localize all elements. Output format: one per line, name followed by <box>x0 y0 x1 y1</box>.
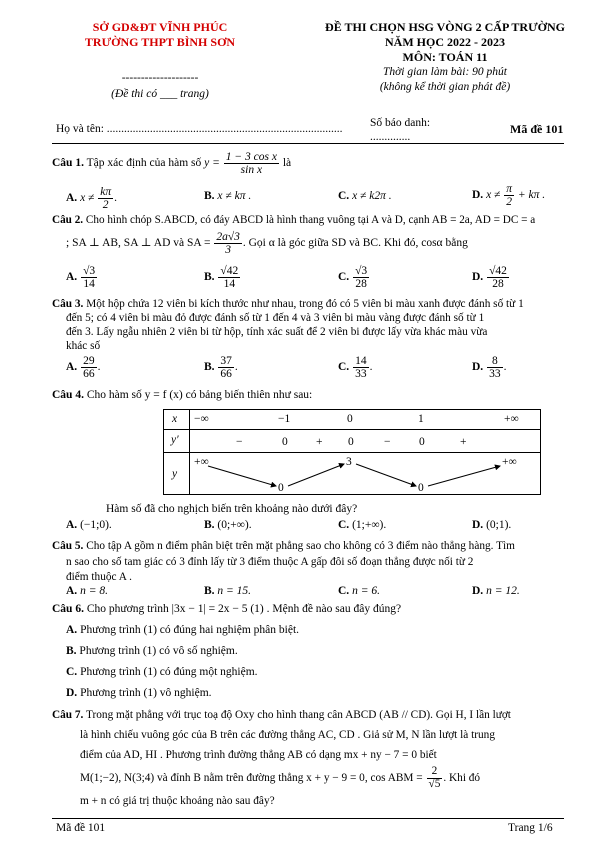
q2-line2a: ; SA ⊥ AB, SA ⊥ AD và SA = <box>66 237 211 250</box>
opt-den: 14 <box>83 278 95 291</box>
opt-text: n = 12. <box>486 585 520 597</box>
opt-num: √42 <box>489 265 507 277</box>
opt-letter: C. <box>66 666 78 678</box>
q7-line3: điểm của AD, HI . Phương trình đường thẳng AB có dạng mx + ny − 7 = 0 biết <box>80 749 437 761</box>
q7-frac-den: √5 <box>428 777 441 790</box>
opt-letter: C. <box>338 585 350 597</box>
q7-line4 <box>80 766 480 791</box>
opt-text: Phương trình (1) có đúng một nghiệm. <box>77 666 258 678</box>
yprime-sign: + <box>316 436 323 448</box>
opt-letter: A. <box>66 271 78 284</box>
q6-text: Cho phương trình |3x − 1| = 2x − 5 (1) . Mệnh đề nào sau đây đúng? <box>83 603 402 615</box>
q4-label: Câu 4. <box>52 389 84 401</box>
opt-frac <box>353 265 369 290</box>
q7-frac <box>427 766 443 791</box>
q7-line4b: . Khi đó <box>443 771 481 784</box>
q5-label: Câu 5. <box>52 540 84 552</box>
q1-option-d[interactable] <box>472 183 545 208</box>
opt-den: 2 <box>506 196 512 209</box>
opt-letter: D. <box>472 361 484 374</box>
pages-note: (Đề thi có ___ trang) <box>111 88 209 100</box>
q7-line1: Trong mặt phẳng với trục toạ độ Oxy cho hình thang cân ABCD (AB // CD). Gọi H, I lần lượt <box>83 709 511 721</box>
y-value: +∞ <box>502 456 517 468</box>
candidate-name-field <box>56 123 343 135</box>
opt-num: 29 <box>83 355 95 367</box>
exam-time-note: (không kể thời gian phát đề) <box>379 81 511 93</box>
yprime-label: y′ <box>171 434 179 446</box>
q2-option-b[interactable] <box>204 265 241 290</box>
yprime-zero: 0 <box>419 436 425 448</box>
y-value: +∞ <box>194 456 209 468</box>
exam-year: NĂM HỌC 2022 - 2023 <box>385 35 505 49</box>
opt-den: 2 <box>102 199 109 212</box>
x-label: x <box>172 413 178 425</box>
q1-label: Câu 1. <box>52 157 84 170</box>
q2-option-c[interactable] <box>338 265 370 290</box>
q2-line2 <box>66 231 468 256</box>
opt-letter: D. <box>472 519 484 531</box>
y-label: y <box>172 468 178 480</box>
opt-letter: D. <box>472 271 484 284</box>
opt-letter: B. <box>204 190 215 202</box>
q3-option-c[interactable]: C. $\frac{14}{33}$ . <box>338 355 373 381</box>
opt-num: kπ <box>100 186 112 198</box>
yprime-sign: + <box>460 436 467 448</box>
arrow-down <box>356 464 416 486</box>
x-value: 0 <box>347 413 353 425</box>
q1-text: Tập xác định của hàm số <box>83 157 205 170</box>
q3-label: Câu 3. <box>52 298 84 310</box>
opt-num: √3 <box>355 265 368 277</box>
x-value: −∞ <box>194 413 209 425</box>
question-5 <box>52 540 515 552</box>
opt-text: Phương trình (1) vô nghiệm. <box>77 687 212 699</box>
q4-option-a[interactable] <box>66 519 112 531</box>
school-name: TRƯỜNG THPT BÌNH SƠN <box>84 35 236 49</box>
q5-option-a[interactable] <box>66 585 108 597</box>
q7-line5: m + n có giá trị thuộc khoảng nào sau đây? <box>80 795 275 807</box>
q5-option-c[interactable] <box>338 585 380 597</box>
opt-text: x ≠ k2π . <box>352 190 392 202</box>
arrow-down <box>208 466 276 486</box>
opt-text: (1;+∞). <box>352 519 387 531</box>
opt-num: √42 <box>220 265 239 277</box>
header-dashes: -------------------- <box>121 72 199 84</box>
sbd-dots: .............. <box>370 131 411 143</box>
q1-option-b[interactable] <box>204 190 251 202</box>
q4-option-c[interactable] <box>338 519 386 531</box>
opt-num: 37 <box>220 355 232 367</box>
variation-arrows <box>164 410 542 496</box>
q6-option-b[interactable] <box>66 645 238 657</box>
footer-code: Mã đề 101 <box>56 822 106 834</box>
opt-letter: B. <box>204 361 215 374</box>
q3-line2: đến 5; có 4 viên bi màu đỏ được đánh số từ 1 đến 4 và 3 viên bi màu vàng được đánh số từ 1 <box>66 312 485 324</box>
opt-den: 28 <box>355 278 367 291</box>
opt-text: (0;1). <box>486 519 512 531</box>
yprime-zero: 0 <box>282 436 288 448</box>
q7-label: Câu 7. <box>52 709 84 721</box>
opt-letter: D. <box>472 189 484 202</box>
q2-line1: Cho hình chóp S.ABCD, có đáy ABCD là hình thang vuông tại A và D, cạnh AB = 2a, AD = DC = a <box>83 214 536 226</box>
opt-den: 66 <box>83 368 95 381</box>
q5-option-d[interactable] <box>472 585 520 597</box>
q6-option-a[interactable] <box>66 624 299 636</box>
q4-option-d[interactable] <box>472 519 511 531</box>
opt-frac <box>81 265 97 290</box>
arrow-up <box>428 466 500 486</box>
opt-den: 28 <box>492 278 504 291</box>
q5-line1: Cho tập A gồm n điểm phân biệt trên mặt phẳng sao cho không có 3 điểm nào thẳng hàng. Tìm <box>83 540 515 552</box>
opt-after: . <box>114 192 117 205</box>
opt-letter: D. <box>66 687 78 699</box>
q5-line3: điểm thuộc A . <box>66 571 132 583</box>
opt-frac <box>487 355 503 380</box>
q1-option-c[interactable] <box>338 190 392 202</box>
q2-label: Câu 2. <box>52 214 84 226</box>
opt-den: 66 <box>220 368 232 381</box>
opt-num: 8 <box>487 355 503 368</box>
opt-letter: A. <box>66 361 78 374</box>
q7-frac-num: 2 <box>427 766 443 779</box>
opt-text: Phương trình (1) có đúng hai nghiệm phân biệt. <box>77 624 300 636</box>
q6-option-c[interactable] <box>66 666 258 678</box>
q3-option-d[interactable]: D. $\frac{8}{33}$ . <box>472 355 507 381</box>
q4-text: Cho hàm số y = f (x) có bảng biến thiên như sau: <box>83 389 313 401</box>
yprime-sign: − <box>236 436 243 448</box>
q1-option-a[interactable] <box>66 186 117 211</box>
opt-den: 33 <box>489 368 501 381</box>
exam-subject: MÔN: TOÁN 11 <box>402 50 488 64</box>
footer-page: Trang 1/6 <box>508 822 553 834</box>
variation-table <box>163 409 541 495</box>
q2-option-d[interactable] <box>472 265 510 290</box>
name-label: Họ và tên: <box>56 123 107 135</box>
q3-option-b[interactable]: B. $\frac{37}{66}$ . <box>204 355 238 381</box>
exam-time: Thời gian làm bài: 90 phút <box>382 66 508 78</box>
opt-letter: C. <box>338 519 350 531</box>
name-dots: .................................................................................. <box>106 123 343 135</box>
q1-fraction <box>224 151 279 176</box>
opt-frac <box>487 265 509 290</box>
opt-text: (−1;0). <box>80 519 112 531</box>
q3-line4: khác số <box>66 340 101 352</box>
opt-text: n = 8. <box>80 585 108 597</box>
opt-num: 14 <box>355 355 367 367</box>
x-value: 1 <box>418 413 424 425</box>
q1-den: sin x <box>240 164 263 177</box>
opt-letter: B. <box>66 645 77 657</box>
x-value: +∞ <box>504 413 519 425</box>
q3-line3: đến 3. Lấy ngẫu nhiên 2 viên bi từ hộp, tính xác suất để 2 viên bi được lấy vừa khác màu vừa <box>66 326 488 338</box>
q4-question: Hàm số đã cho nghịch biến trên khoảng nào dưới đây? <box>106 503 358 515</box>
q3-line1: Một hộp chứa 12 viên bi kích thước như nhau, trong đó có 5 viên bi màu xanh được đánh số từ 1 <box>83 298 524 310</box>
opt-letter: A. <box>66 519 78 531</box>
q5-line2: n sao cho số tam giác có 3 đỉnh lấy từ 3 điểm thuộc A gấp đôi số đoạn thẳng được nối từ 2 <box>66 556 474 568</box>
opt-frac <box>353 355 369 380</box>
opt-letter: A. <box>66 192 78 205</box>
opt-letter: D. <box>472 585 484 597</box>
opt-text: x ≠ <box>486 189 504 202</box>
opt-frac <box>81 355 97 380</box>
footer-divider <box>52 818 564 819</box>
opt-letter: B. <box>204 519 215 531</box>
opt-letter: C. <box>338 361 350 374</box>
q1-num: 1 − 3 cos x <box>225 151 277 163</box>
question-2 <box>52 213 535 228</box>
q4-option-b[interactable] <box>204 519 252 531</box>
opt-text: n = 15. <box>217 585 252 597</box>
q6-label: Câu 6. <box>52 603 84 615</box>
exam-code: Mã đề 101 <box>510 122 564 136</box>
question-7 <box>52 709 511 721</box>
q2-sa-den: 3 <box>225 244 231 257</box>
y-value: 0 <box>418 482 424 494</box>
opt-letter: B. <box>204 585 215 597</box>
arrow-up <box>288 464 344 486</box>
opt-frac <box>504 183 514 208</box>
opt-after: + kπ . <box>515 189 546 202</box>
opt-letter: B. <box>204 271 215 284</box>
opt-letter: C. <box>338 190 350 202</box>
q7-line2: là hình chiếu vuông góc của B trên các đường thẳng AC, CD . Giả sử M, N lần lượt là trung <box>80 729 495 741</box>
opt-letter: A. <box>66 624 78 636</box>
opt-frac <box>98 186 113 211</box>
opt-frac <box>218 355 234 380</box>
opt-num: π <box>506 183 512 195</box>
q7-line4a: M(1;−2), N(3;4) và đỉnh B nằm trên đường thẳng x + y − 9 = 0, cos ABM = <box>80 771 423 784</box>
question-1 <box>52 151 291 176</box>
q2-line2b: . Gọi α là góc giữa SD và BC. Khi đó, cosα bằng <box>242 237 468 250</box>
q1-y: y = <box>204 157 220 170</box>
q2-option-a[interactable] <box>66 265 98 290</box>
opt-frac <box>218 265 240 290</box>
x-value: −1 <box>278 413 291 425</box>
q1-tail: là <box>279 157 292 170</box>
opt-num: √3 <box>83 265 96 277</box>
yprime-sign: − <box>384 436 391 448</box>
opt-den: 14 <box>223 278 236 291</box>
y-value: 3 <box>346 456 352 468</box>
question-6 <box>52 603 401 615</box>
q5-option-b[interactable] <box>204 585 251 597</box>
opt-text: Phương trình (1) có vô số nghiệm. <box>76 645 238 657</box>
q6-option-d[interactable] <box>66 687 212 699</box>
question-4 <box>52 389 312 401</box>
q2-sa-frac <box>214 231 242 256</box>
header-divider <box>52 143 564 144</box>
opt-letter: C. <box>338 271 350 284</box>
q2-sa-num: 2a√3 <box>216 231 240 243</box>
question-3 <box>52 298 524 310</box>
yprime-zero: 0 <box>348 436 354 448</box>
opt-den: 33 <box>355 368 367 381</box>
opt-letter: A. <box>66 585 78 597</box>
sbd-label: Số báo danh: <box>370 117 431 129</box>
opt-text: n = 6. <box>352 585 380 597</box>
q3-option-a[interactable]: A. $\frac{29}{66}$ . <box>66 355 101 381</box>
opt-text: x ≠ kπ . <box>217 190 252 202</box>
opt-text: (0;+∞). <box>217 519 252 531</box>
department-name: SỞ GD&ĐT VĨNH PHÚC <box>92 20 228 34</box>
y-value: 0 <box>278 482 284 494</box>
exam-title: ĐỀ THI CHỌN HSG VÒNG 2 CẤP TRƯỜNG <box>325 20 565 34</box>
opt-text: x ≠ <box>80 192 98 205</box>
